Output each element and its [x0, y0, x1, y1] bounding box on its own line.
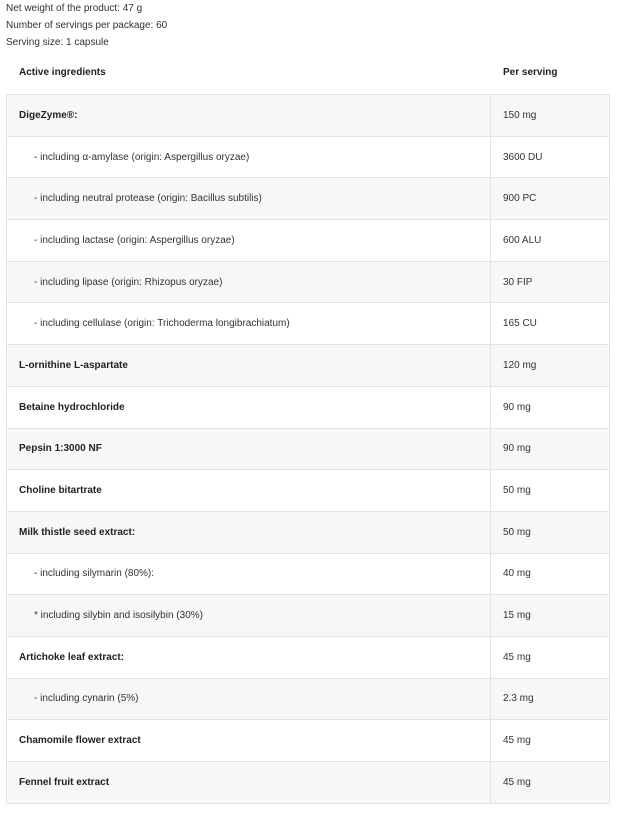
ingredient-name: - including lipase (origin: Rhizopus oryzae) [7, 261, 491, 303]
table-row [7, 261, 610, 303]
ingredient-name: - including cellulase (origin: Trichoderma longibrachiatum) [7, 303, 491, 345]
product-info [6, 0, 167, 51]
table-row [7, 636, 610, 678]
ingredient-amount: 120 mg [491, 345, 610, 387]
ingredient-amount: 90 mg [491, 386, 610, 428]
ingredient-amount: 50 mg [491, 470, 610, 512]
ingredient-name: Pepsin 1:3000 NF [7, 428, 491, 470]
table-row [7, 178, 610, 220]
ingredient-amount: 45 mg [491, 762, 610, 804]
ingredient-amount: 3600 DU [491, 136, 610, 178]
ingredient-amount: 600 ALU [491, 220, 610, 262]
table-row [7, 95, 610, 137]
table-row [7, 511, 610, 553]
ingredient-amount: 30 FIP [491, 261, 610, 303]
ingredient-name: - including cynarin (5%) [7, 678, 491, 720]
ingredient-name: - including α-amylase (origin: Aspergillus oryzae) [7, 136, 491, 178]
ingredient-amount: 165 CU [491, 303, 610, 345]
ingredient-amount: 45 mg [491, 636, 610, 678]
table-row [7, 136, 610, 178]
ingredient-amount: 90 mg [491, 428, 610, 470]
ingredient-name: * including silybin and isosilybin (30%) [7, 595, 491, 637]
header-active-ingredients: Active ingredients [19, 67, 106, 78]
header-per-serving: Per serving [503, 67, 558, 78]
serving-size-text: Serving size: 1 capsule [6, 37, 109, 48]
table-header [6, 58, 609, 94]
table-row [7, 762, 610, 804]
net-weight-text: Net weight of the product: 47 g [6, 3, 143, 14]
table-row [7, 303, 610, 345]
ingredient-name: Artichoke leaf extract: [7, 636, 491, 678]
ingredient-name: Choline bitartrate [7, 470, 491, 512]
ingredient-amount: 900 PC [491, 178, 610, 220]
ingredient-amount: 45 mg [491, 720, 610, 762]
servings-text: Number of servings per package: 60 [6, 20, 168, 31]
ingredients-table [6, 94, 610, 804]
table-row [7, 428, 610, 470]
ingredient-amount: 15 mg [491, 595, 610, 637]
table-row [7, 386, 610, 428]
ingredient-name: Betaine hydrochloride [7, 386, 491, 428]
ingredient-amount: 150 mg [491, 95, 610, 137]
ingredient-name: Fennel fruit extract [7, 762, 491, 804]
table-row [7, 678, 610, 720]
ingredient-name: - including silymarin (80%): [7, 553, 491, 595]
ingredient-amount: 40 mg [491, 553, 610, 595]
ingredient-amount: 50 mg [491, 511, 610, 553]
ingredient-name: - including lactase (origin: Aspergillus oryzae) [7, 220, 491, 262]
table-row [7, 470, 610, 512]
table-row [7, 220, 610, 262]
table-row [7, 345, 610, 387]
ingredient-name: DigeZyme®: [7, 95, 491, 137]
ingredient-name: Chamomile flower extract [7, 720, 491, 762]
table-row [7, 720, 610, 762]
ingredient-name: L-ornithine L-aspartate [7, 345, 491, 387]
table-row [7, 595, 610, 637]
table-row [7, 553, 610, 595]
ingredient-name: - including neutral protease (origin: Bacillus subtilis) [7, 178, 491, 220]
ingredient-name: Milk thistle seed extract: [7, 511, 491, 553]
ingredient-amount: 2.3 mg [491, 678, 610, 720]
